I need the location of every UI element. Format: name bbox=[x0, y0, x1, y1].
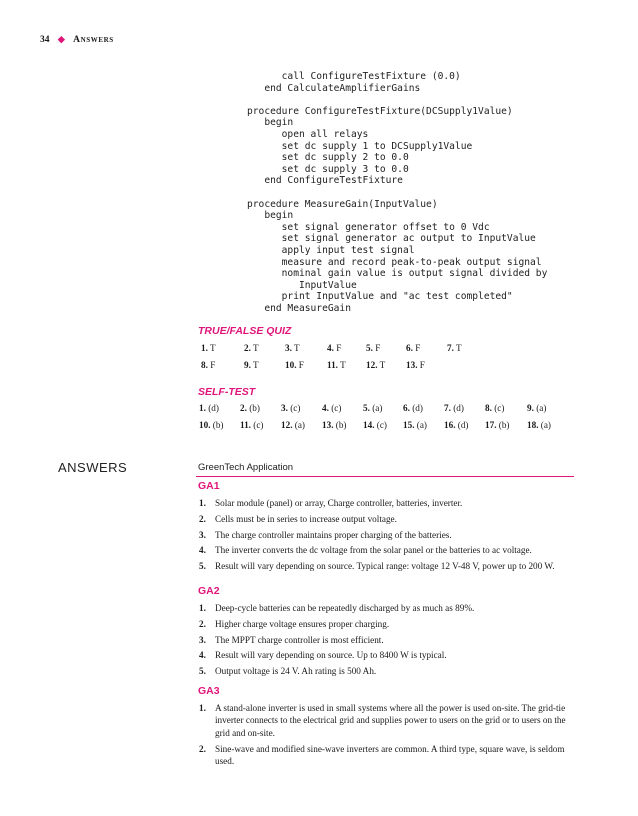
answer-item bbox=[485, 403, 504, 413]
answer-number: 10. bbox=[199, 420, 211, 430]
list-item bbox=[199, 702, 569, 739]
answer-value: T bbox=[250, 360, 259, 370]
item-text: Result will vary depending on source. Up to 8400 W is typical. bbox=[215, 650, 447, 661]
code-line: set signal generator offset to 0 Vdc bbox=[247, 221, 490, 233]
section-name: GreenTech Application bbox=[198, 462, 294, 473]
list-item bbox=[199, 529, 569, 541]
answer-item bbox=[366, 360, 385, 370]
answer-item bbox=[527, 420, 551, 430]
pseudocode-block bbox=[247, 71, 547, 314]
ga-answer-list bbox=[199, 602, 569, 681]
answer-item bbox=[285, 343, 300, 353]
item-text: The inverter converts the dc voltage from the solar panel or the batteries to ac voltage. bbox=[215, 545, 532, 556]
item-text: A stand-alone inverter is used in small systems where all the power is used on-site. The grid-tie inverter connects to the electrical grid and supplies power to users on the grid or to users on the grid and on-site. bbox=[215, 703, 566, 738]
answer-item bbox=[199, 420, 224, 430]
answer-value: (a) bbox=[369, 403, 383, 413]
item-text: Result will vary depending on source. Typical range: voltage 12 V-48 V, power up to 200 W. bbox=[215, 561, 555, 572]
code-line: end ConfigureTestFixture bbox=[247, 175, 403, 187]
page-number: 34 bbox=[40, 35, 50, 45]
answer-number: 18. bbox=[527, 420, 539, 430]
answer-value: T bbox=[337, 360, 346, 370]
item-text: Deep-cycle batteries can be repeatedly discharged by as much as 89%. bbox=[215, 603, 475, 613]
answer-number: 1. bbox=[199, 403, 206, 413]
ga-title: GA2 bbox=[198, 585, 220, 597]
answer-value: F bbox=[296, 360, 304, 370]
item-number: 1. bbox=[199, 498, 206, 508]
item-number: 4. bbox=[199, 545, 206, 556]
item-number: 2. bbox=[199, 743, 206, 754]
ga-answer-list bbox=[199, 497, 569, 576]
list-item bbox=[199, 743, 569, 768]
answer-item bbox=[444, 420, 469, 430]
answer-number: 4. bbox=[327, 343, 334, 353]
answer-value: T bbox=[377, 360, 386, 370]
answer-number: 8. bbox=[201, 360, 208, 370]
answer-item bbox=[406, 343, 420, 353]
answer-value: (c) bbox=[250, 420, 264, 430]
answer-value: F bbox=[417, 360, 425, 370]
answer-number: 12. bbox=[281, 420, 293, 430]
answer-item bbox=[485, 420, 510, 430]
answer-number: 6. bbox=[406, 343, 413, 353]
answer-value: (b) bbox=[246, 403, 260, 413]
code-line: apply input test signal bbox=[247, 244, 415, 256]
answer-item bbox=[327, 343, 341, 353]
answer-value: T bbox=[207, 343, 216, 353]
code-line bbox=[247, 94, 547, 106]
list-item bbox=[199, 560, 569, 572]
answer-item bbox=[327, 360, 346, 370]
item-text: Sine-wave and modified sine-wave inverters are common. A third type, square wave, is seldom used. bbox=[215, 743, 565, 767]
answer-item bbox=[322, 403, 341, 413]
item-number: 3. bbox=[199, 529, 206, 540]
self-test-title: SELF-TEST bbox=[198, 386, 256, 398]
answer-value: F bbox=[412, 343, 421, 353]
answer-item bbox=[201, 360, 215, 370]
code-line: set dc supply 1 to DCSupply1Value bbox=[247, 140, 473, 152]
answer-number: 9. bbox=[527, 403, 534, 413]
answer-number: 6. bbox=[403, 403, 410, 413]
answer-item bbox=[527, 403, 546, 413]
answer-item bbox=[447, 343, 462, 353]
item-number: 2. bbox=[199, 618, 206, 629]
answer-value: (b) bbox=[210, 420, 224, 430]
answer-value: F bbox=[333, 343, 342, 353]
answer-number: 5. bbox=[366, 343, 373, 353]
answer-item bbox=[201, 343, 216, 353]
answer-item bbox=[285, 360, 304, 370]
answer-value: (c) bbox=[328, 403, 342, 413]
answer-value: (a) bbox=[533, 403, 547, 413]
item-number: 4. bbox=[199, 650, 206, 661]
code-line: set dc supply 3 to 0.0 bbox=[247, 163, 409, 175]
answer-value: T bbox=[453, 343, 462, 353]
code-line: end CalculateAmplifierGains bbox=[247, 82, 421, 94]
answer-item bbox=[366, 343, 380, 353]
item-text: The MPPT charge controller is most efficient. bbox=[215, 634, 384, 645]
item-text: Cells must be in series to increase output voltage. bbox=[215, 513, 397, 524]
item-text: The charge controller maintains proper charging of the batteries. bbox=[215, 529, 452, 540]
list-item bbox=[199, 497, 569, 509]
answer-value: (c) bbox=[287, 403, 301, 413]
item-number: 1. bbox=[199, 603, 206, 613]
answer-item bbox=[403, 420, 427, 430]
answer-number: 13. bbox=[322, 420, 334, 430]
answer-number: 2. bbox=[244, 343, 251, 353]
answer-value: (a) bbox=[538, 420, 551, 430]
answer-value: F bbox=[207, 360, 216, 370]
answer-item bbox=[444, 403, 464, 413]
item-number: 2. bbox=[199, 513, 206, 524]
list-item bbox=[199, 665, 569, 677]
answer-number: 11. bbox=[327, 360, 338, 370]
list-item bbox=[199, 634, 569, 646]
item-number: 1. bbox=[199, 703, 206, 713]
answer-item bbox=[240, 420, 263, 430]
item-number: 5. bbox=[199, 666, 206, 677]
answer-number: 5. bbox=[363, 403, 370, 413]
answer-item bbox=[240, 403, 260, 413]
answer-item bbox=[363, 420, 387, 430]
answer-value: (c) bbox=[374, 420, 387, 430]
answer-value: (b) bbox=[333, 420, 347, 430]
answer-value: T bbox=[250, 343, 259, 353]
list-item bbox=[199, 544, 569, 556]
answer-number: 9. bbox=[244, 360, 251, 370]
answer-number: 4. bbox=[322, 403, 329, 413]
answer-number: 3. bbox=[285, 343, 292, 353]
answer-number: 11. bbox=[240, 420, 251, 430]
item-text: Solar module (panel) or array, Charge controller, batteries, inverter. bbox=[215, 498, 463, 508]
ga-title: GA1 bbox=[198, 480, 220, 492]
code-line: measure and record peak-to-peak output signal bbox=[247, 256, 542, 268]
answer-number: 13. bbox=[406, 360, 418, 370]
answer-number: 12. bbox=[366, 360, 378, 370]
item-number: 5. bbox=[199, 561, 206, 572]
answer-item bbox=[363, 403, 382, 413]
item-text: Output voltage is 24 V. Ah rating is 500 Ah. bbox=[215, 666, 377, 677]
list-item bbox=[199, 513, 569, 525]
answer-number: 3. bbox=[281, 403, 288, 413]
answer-number: 2. bbox=[240, 403, 247, 413]
list-item bbox=[199, 602, 569, 614]
answer-number: 8. bbox=[485, 403, 492, 413]
answer-item bbox=[281, 403, 300, 413]
answer-value: F bbox=[372, 343, 381, 353]
header-section-title: Answers bbox=[73, 35, 114, 45]
answer-item bbox=[322, 420, 347, 430]
code-line bbox=[247, 187, 547, 199]
answer-number: 16. bbox=[444, 420, 456, 430]
answer-number: 15. bbox=[403, 420, 415, 430]
ga-answer-list bbox=[199, 702, 569, 771]
answer-value: (c) bbox=[491, 403, 505, 413]
answer-item bbox=[406, 360, 425, 370]
answer-number: 7. bbox=[447, 343, 454, 353]
code-line: nominal gain value is output signal divided by bbox=[247, 268, 548, 280]
section-rule bbox=[196, 476, 574, 477]
answer-item bbox=[281, 420, 305, 430]
code-line: procedure MeasureGain(InputValue) bbox=[247, 198, 438, 210]
answer-item bbox=[199, 403, 219, 413]
diamond-icon: ◆ bbox=[57, 34, 65, 44]
code-line: set dc supply 2 to 0.0 bbox=[247, 152, 409, 164]
answer-number: 17. bbox=[485, 420, 497, 430]
code-line: call ConfigureTestFixture (0.0) bbox=[247, 71, 461, 82]
answer-value: (d) bbox=[450, 403, 464, 413]
code-line: end MeasureGain bbox=[247, 302, 351, 314]
code-line: begin bbox=[247, 117, 294, 129]
answer-number: 1. bbox=[201, 343, 208, 353]
answer-value: T bbox=[291, 343, 300, 353]
answer-value: (d) bbox=[455, 420, 469, 430]
ga-title: GA3 bbox=[198, 685, 220, 697]
code-line: print InputValue and "ac test completed" bbox=[247, 291, 513, 303]
answer-value: (d) bbox=[205, 403, 219, 413]
answer-number: 14. bbox=[363, 420, 375, 430]
code-line: set signal generator ac output to InputValue bbox=[247, 233, 536, 245]
answer-item bbox=[244, 360, 259, 370]
list-item bbox=[199, 618, 569, 630]
answer-value: (a) bbox=[414, 420, 427, 430]
code-line: procedure ConfigureTestFixture(DCSupply1Value) bbox=[247, 105, 513, 117]
code-line: begin bbox=[247, 210, 294, 222]
true-false-quiz-title: TRUE/FALSE QUIZ bbox=[198, 325, 292, 337]
answers-label: ANSWERS bbox=[58, 460, 128, 475]
answer-item bbox=[403, 403, 423, 413]
list-item bbox=[199, 649, 569, 661]
code-line: InputValue bbox=[247, 279, 357, 291]
item-text: Higher charge voltage ensures proper charging. bbox=[215, 618, 390, 629]
running-header bbox=[40, 34, 114, 45]
answer-value: (d) bbox=[409, 403, 423, 413]
code-line: open all relays bbox=[247, 128, 369, 140]
answer-item bbox=[244, 343, 259, 353]
item-number: 3. bbox=[199, 634, 206, 645]
answer-number: 10. bbox=[285, 360, 297, 370]
answer-number: 7. bbox=[444, 403, 451, 413]
answer-value: (b) bbox=[496, 420, 510, 430]
answer-value: (a) bbox=[292, 420, 305, 430]
